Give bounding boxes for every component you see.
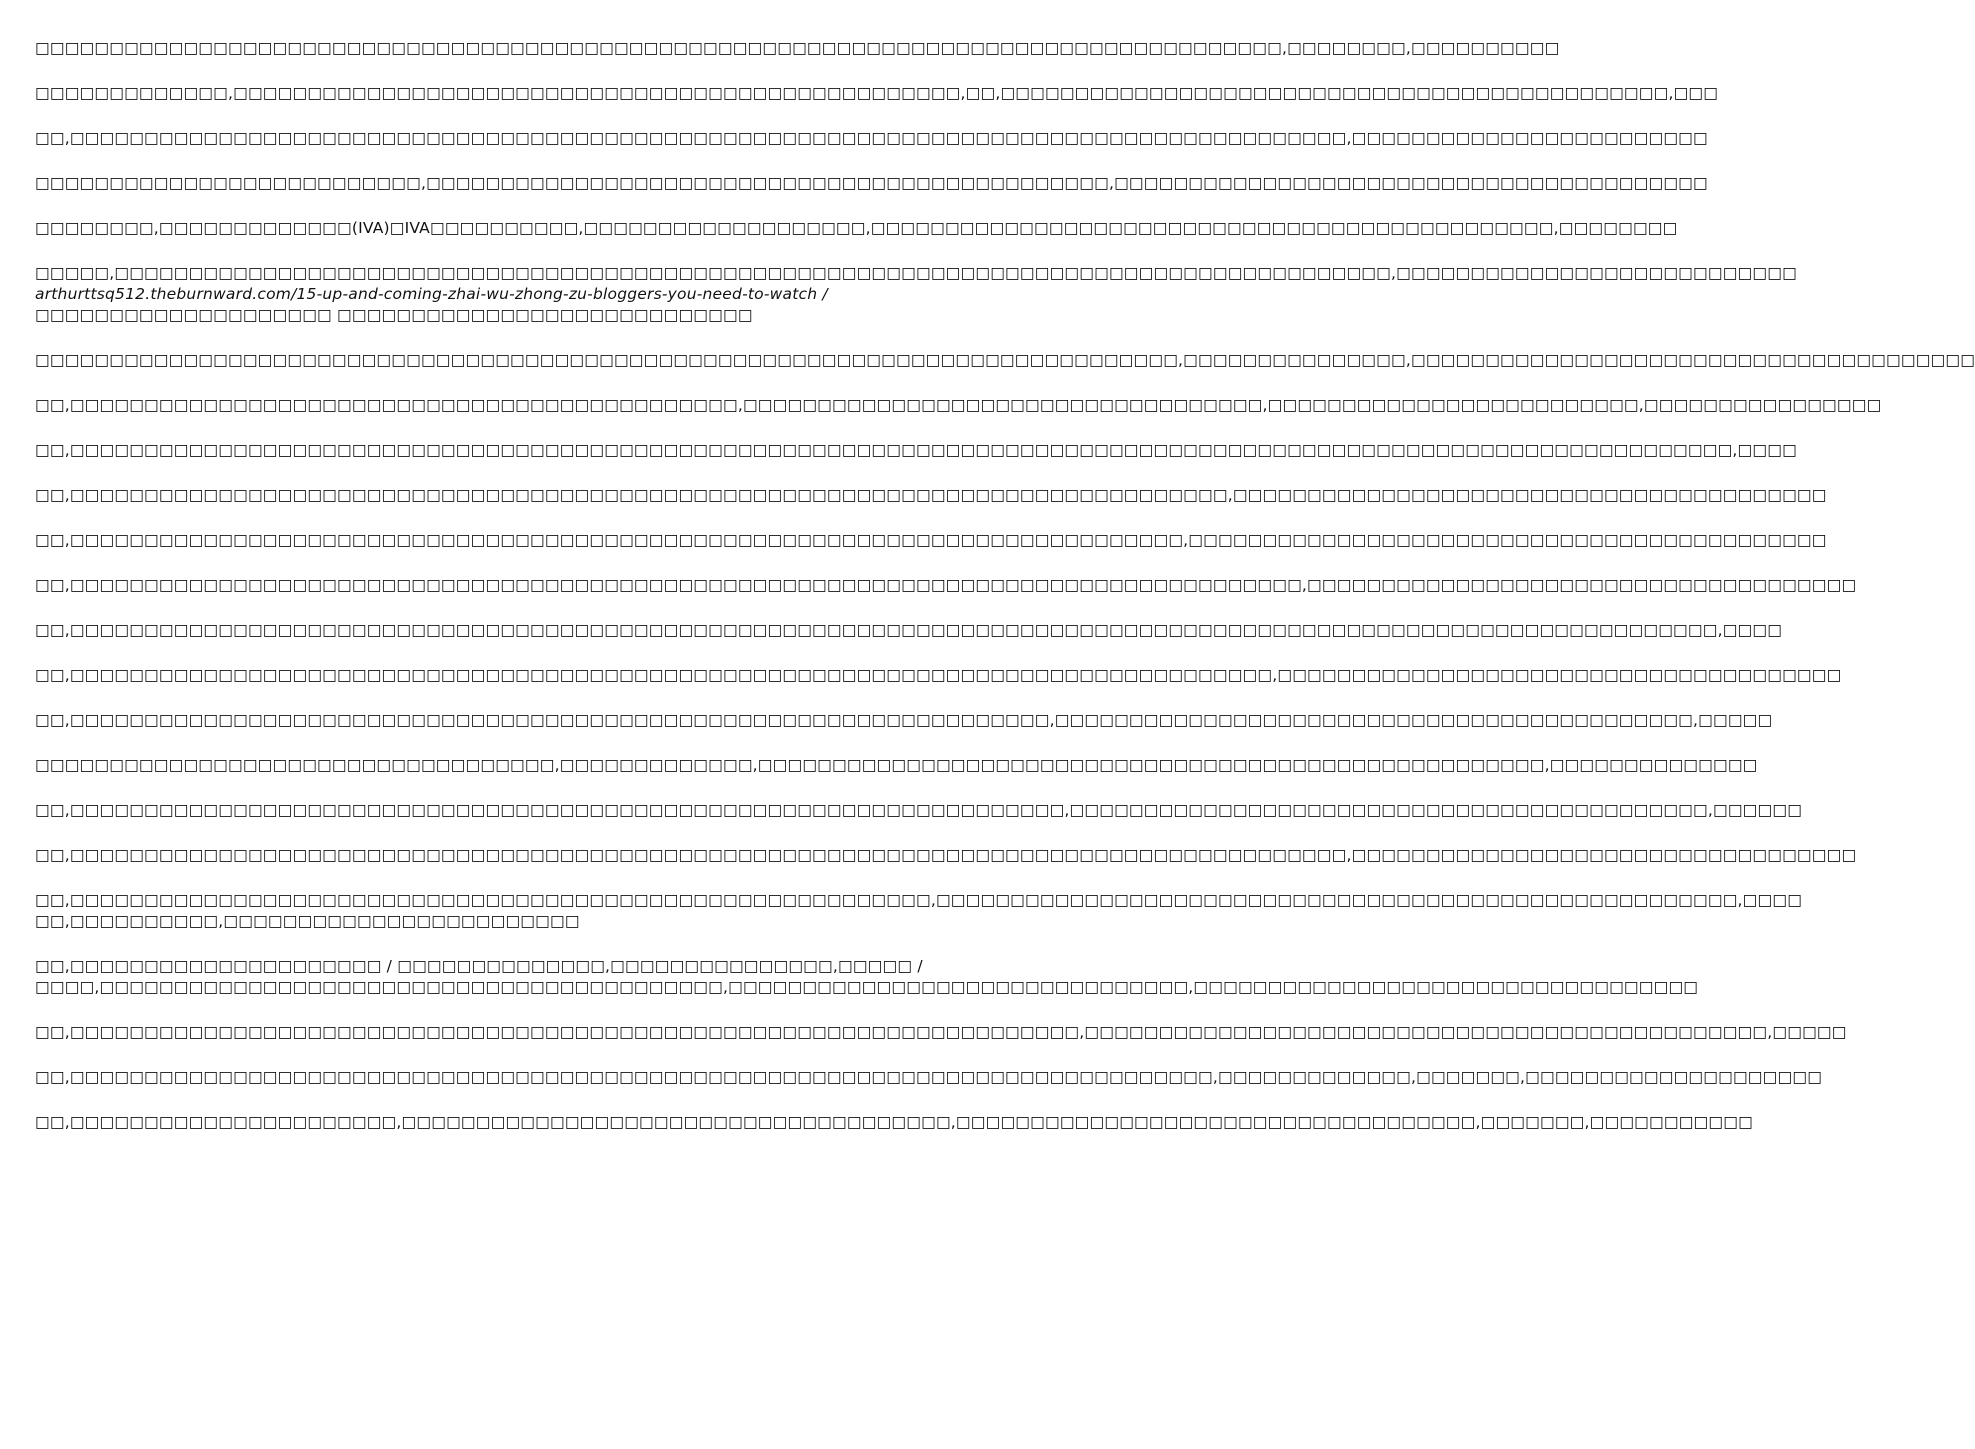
paragraph [35,440,1797,461]
paragraph-line: □□,□□□□□□□□□□□□□□□□□□□□□□□□□□□□□□□□□□□□□□□□□□□□□□□□□□□□□□□□□□□□□□□□□□□,□□□□□□□□□□□□□□□□□□□□□□□□□□□□□□□□□□□□□□□□□□□,□□□□□□ [35,801,1803,819]
paragraph-line: □□,□□□□□□□□□□,□□□□□□□□□□□□□□□□□□□□□□□□ [35,912,580,930]
paragraph [35,173,1708,194]
paragraph-line: □□,□□□□□□□□□□□□□□□□□□□□□□□□□□□□□□□□□□□□□□□□□□□□□□□□□□□□□□□□□□□□□□□□□□,□□□□□□□□□□□□□□□□□□□□□□□□□□□□□□□□□□□□□□□□□□□,□□□□□ [35,711,1773,729]
paragraph [35,665,1842,686]
paragraph-line: □□,□□□□□□□□□□□□□□□□□□□□□□□□□□□□□□□□□□□□□□□□□□□□□□□□□□□□□□□□□□□□□□□□□□□□,□□□□□□□□□□□□□□□□□□□□□□□□□□□□□□□□□□□□□□□□□□□□□□,□□□□□ [35,1023,1847,1041]
paragraph [35,263,1797,326]
paragraph [35,395,1882,416]
paragraph-line: □□□□□□□□□□□□□,□□□□□□□□□□□□□□□□□□□□□□□□□□□□□□□□□□□□□□□□□□□□□□□□□,□□,□□□□□□□□□□□□□□□□□□□□□□□□□□□□□□□□□□□□□□□□□□□□□,□□□ [35,84,1719,102]
paragraph [35,710,1773,731]
paragraph [35,128,1708,149]
paragraph-line: □□,□□□□□□□□□□□□□□□□□□□□□□□□□□□□□□□□□□□□□□□□□□□□□□□□□□□□□□□□□□□□□□□□□□□□□□□□□□□□□□□□□□□□□□□□□□□□□□□□□□□□□□□□□□□□□□□,□□□□ [35,621,1783,639]
paragraph [35,1112,1753,1133]
paragraph [35,38,1560,59]
paragraph-line: □□,□□□□□□□□□□□□□□□□□□□□□□□□□□□□□□□□□□□□□□□□□□□□□□□□□□□□□□□□□□□□□□□□□□□□□□□□□□□,□□□□□□□□□□□□□□□□□□□□□□□□□□□□□□□□□□□□□□□□□□□ [35,531,1827,549]
paragraph-line: □□,□□□□□□□□□□□□□□□□□□□□□□,□□□□□□□□□□□□□□□□□□□□□□□□□□□□□□□□□□□□□,□□□□□□□□□□□□□□□□□□□□□□□□□□□□□□□□□□□,□□□□□□□,□□□□□□□□□□□ [35,1113,1753,1131]
paragraph [35,1022,1847,1043]
paragraph-line: □□□□□□□□□□□□□□□□□□□□□□□□□□□□□□□□□□□□□□□□□□□□□□□□□□□□□□□□□□□□□□□□□□□□□□□□□□□□□,□□□□□□□□□□□□□□□,□□□□□□□□□□□□□□□□□□□□□□□□□□□□□□□□□□□□□□ [35,351,1975,369]
paragraph-line: □□□□□□□□□□□□□□□□□□□□□□□□□□□□□□□□□□□□□□□□□□□□□□□□□□□□□□□□□□□□□□□□□□□□□□□□□□□□□□□□□□□□,□□□□□□□□,□□□□□□□□□□ [35,39,1560,57]
paragraph-line: □□□□,□□□□□□□□□□□□□□□□□□□□□□□□□□□□□□□□□□□□□□□□□□,□□□□□□□□□□□□□□□□□□□□□□□□□□□□□□□,□□□□□□□□□□□□□□□□□□□□□□□□□□□□□□□□□□ [35,978,1699,996]
paragraph [35,845,1857,866]
paragraph [35,1067,1823,1088]
document-body [35,38,1975,1157]
paragraph [35,530,1827,551]
paragraph [35,575,1857,596]
paragraph-line: □□□□□□□□□□□□□□□□□□□□□□□□□□,□□□□□□□□□□□□□□□□□□□□□□□□□□□□□□□□□□□□□□□□□□□□□□,□□□□□□□□□□□□□□□□□□□□□□□□□□□□□□□□□□□□□□□□ [35,174,1708,192]
paragraph [35,800,1803,821]
paragraph [35,350,1975,371]
paragraph-line: □□,□□□□□□□□□□□□□□□□□□□□□□□□□□□□□□□□□□□□□□□□□□□□□□□□□□□□□□□□□□□□□□□□□□□□□□□□□□□□□□□□□□□□□□,□□□□□□□□□□□□□□□□□□□□□□□□ [35,129,1708,147]
paragraph-line: □□,□□□□□□□□□□□□□□□□□□□□□□□□□□□□□□□□□□□□□□□□□□□□□□□□□□□□□□□□□□□□□□□□□□□□□□□□□□□□□□□□□□□,□□□□□□□□□□□□□□□□□□□□□□□□□□□□□□□□□□□□□ [35,576,1857,594]
paragraph [35,755,1758,776]
paragraph-link[interactable]: arthurttsq512.theburnward.com/15-up-and-coming-zhai-wu-zhong-zu-bloggers-you-need-to-watch / [35,285,828,303]
paragraph [35,218,1678,239]
paragraph [35,620,1783,641]
paragraph-line: □□□□□□□□□□□□□□□□□□□□ □□□□□□□□□□□□□□□□□□□□□□□□□□□□ [35,306,753,324]
paragraph-line: □□,□□□□□□□□□□□□□□□□□□□□□ / □□□□□□□□□□□□□□,□□□□□□□□□□□□□□□,□□□□□ / [35,957,923,975]
paragraph [35,956,1699,998]
paragraph [35,83,1719,104]
paragraph-line: □□,□□□□□□□□□□□□□□□□□□□□□□□□□□□□□□□□□□□□□□□□□□□□□□□□□□□□□□□□□□□□□□□□□□□□□□□□□□□□□□,□□□□□□□□□□□□□□□□□□□□□□□□□□□□□□□□□□□□□□□□ [35,486,1827,504]
paragraph-line: □□,□□□□□□□□□□□□□□□□□□□□□□□□□□□□□□□□□□□□□□□□□□□□□□□□□□□□□□□□□□□□□□□□□□□□□□□□□□□□□□□□□□□□□□□□□□□□□□□□□□□□□□□□□□□□□□□□,□□□□ [35,441,1797,459]
paragraph-line: □□□□□,□□□□□□□□□□□□□□□□□□□□□□□□□□□□□□□□□□□□□□□□□□□□□□□□□□□□□□□□□□□□□□□□□□□□□□□□□□□□□□□□□□□□□□,□□□□□□□□□□□□□□□□□□□□□□□□□□□ [35,264,1797,282]
paragraph [35,890,1803,932]
paragraph-line: □□,□□□□□□□□□□□□□□□□□□□□□□□□□□□□□□□□□□□□□□□□□□□□□,□□□□□□□□□□□□□□□□□□□□□□□□□□□□□□□□□□□,□□□□□□□□□□□□□□□□□□□□□□□□□,□□□□□□□□□□□□□□□□ [35,396,1882,414]
paragraph-line: □□,□□□□□□□□□□□□□□□□□□□□□□□□□□□□□□□□□□□□□□□□□□□□□□□□□□□□□□□□□□□□□□□□□□□□□□□□□□□□□□□□□□□□□□,□□□□□□□□□□□□□□□□□□□□□□□□□□□□□□□□□□ [35,846,1857,864]
paragraph-line: □□□□□□□□□□□□□□□□□□□□□□□□□□□□□□□□□□□,□□□□□□□□□□□□□,□□□□□□□□□□□□□□□□□□□□□□□□□□□□□□□□□□□□□□□□□□□□□□□□□□□□□,□□□□□□□□□□□□□□ [35,756,1758,774]
paragraph-line: □□,□□□□□□□□□□□□□□□□□□□□□□□□□□□□□□□□□□□□□□□□□□□□□□□□□□□□□□□□□□,□□□□□□□□□□□□□□□□□□□□□□□□□□□□□□□□□□□□□□□□□□□□□□□□□□□□□□,□□□□ [35,891,1803,909]
paragraph-line: □□,□□□□□□□□□□□□□□□□□□□□□□□□□□□□□□□□□□□□□□□□□□□□□□□□□□□□□□□□□□□□□□□□□□□□□□□□□□□□□□□□□,□□□□□□□□□□□□□□□□□□□□□□□□□□□□□□□□□□□□□□ [35,666,1842,684]
paragraph-line: □□□□□□□□,□□□□□□□□□□□□□(IVA)□IVA□□□□□□□□□□,□□□□□□□□□□□□□□□□□□□,□□□□□□□□□□□□□□□□□□□□□□□□□□□□□□□□□□□□□□□□□□□□□□,□□□□□□□□ [35,219,1678,237]
paragraph [35,485,1827,506]
paragraph-line: □□,□□□□□□□□□□□□□□□□□□□□□□□□□□□□□□□□□□□□□□□□□□□□□□□□□□□□□□□□□□□□□□□□□□□□□□□□□□□□□,□□□□□□□□□□□□□,□□□□□□□,□□□□□□□□□□□□□□□□□□□□ [35,1068,1823,1086]
